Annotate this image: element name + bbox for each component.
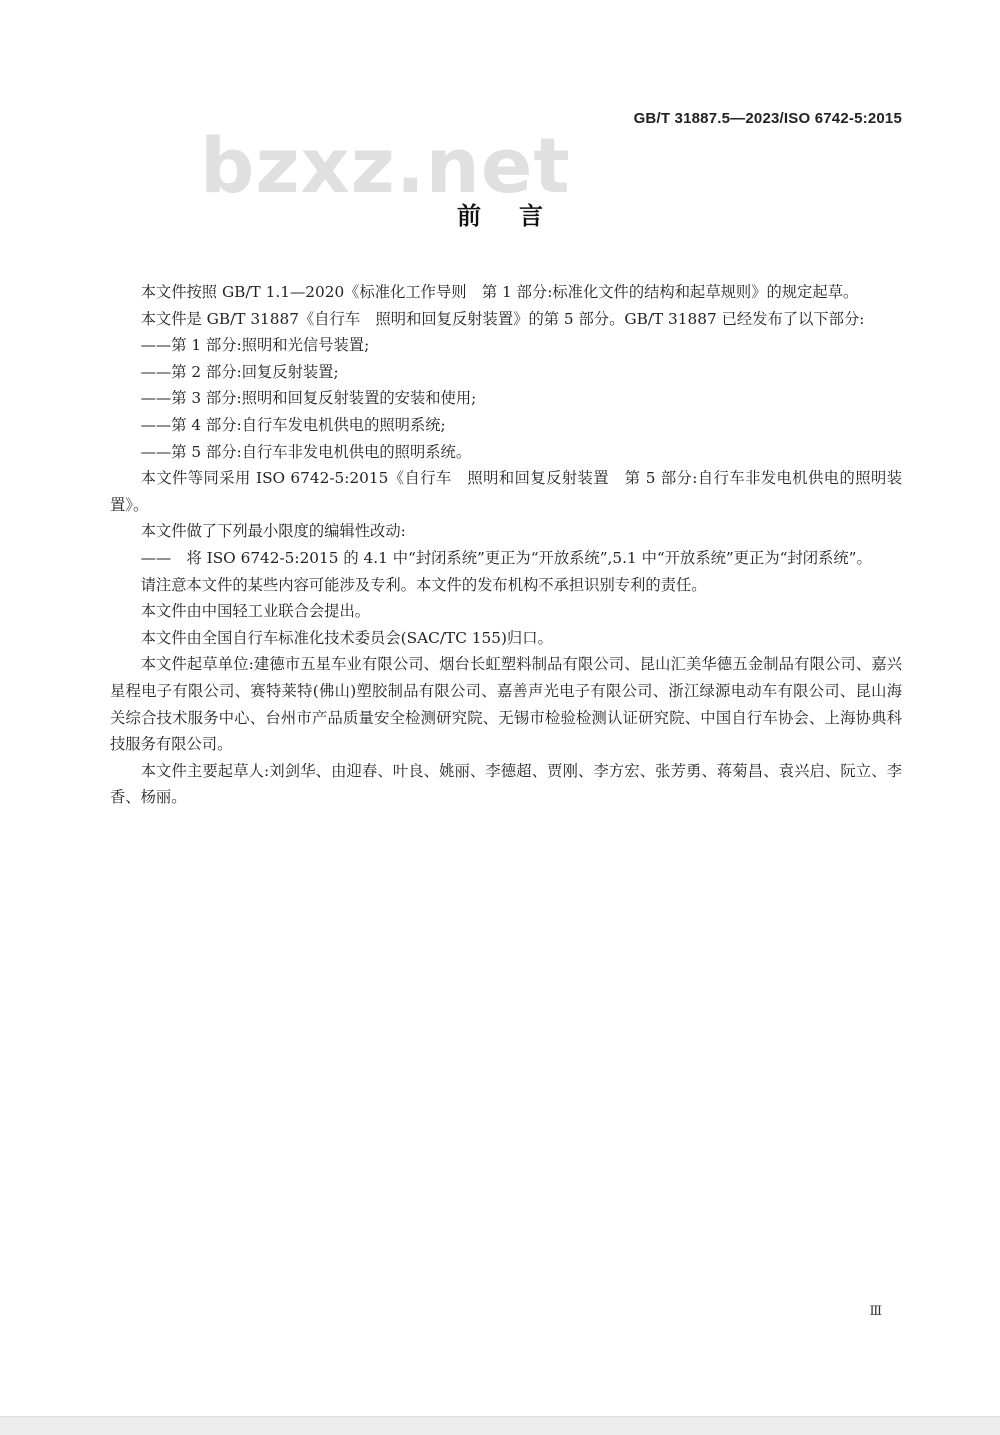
list-item-text: 第 3 部分:照明和回复反射装置的安装和使用; [171,389,477,408]
paragraph: 本文件做了下列最小限度的编辑性改动: [140,522,406,541]
list-item-text: 第 4 部分:自行车发电机供电的照明系统; [171,415,446,434]
dash-mark: —— [140,442,172,461]
dash-mark: —— [140,548,172,567]
list-item [110,439,902,466]
dash-mark: —— [140,362,172,381]
list-item-text: 第 5 部分:自行车非发电机供电的照明系统。 [171,442,472,461]
dash-mark: —— [140,336,172,355]
list-item [110,412,902,439]
list-item [110,332,902,359]
dash-mark: —— [140,389,172,408]
list-item-text: 第 1 部分:照明和光信号装置; [171,336,370,355]
paragraph: 本文件由全国自行车标准化技术委员会(SAC/TC 155)归口。 [140,628,553,647]
paragraph: 本文件按照 GB/T 1.1—2020《标准化工作导则 第 1 部分:标准化文件的结构和起草规则》的规定起草。 [140,283,859,301]
list-item [110,359,902,386]
page-number: Ⅲ [869,1304,882,1319]
list-item [110,385,902,412]
paragraph: 本文件起草单位:建德市五星车业有限公司、烟台长虹塑料制品有限公司、昆山汇美华德五金制品有限公司、嘉兴星程电子有限公司、赛特莱特(佛山)塑胶制品有限公司、嘉善声光电子有限公司、浙江绿源电动车有限公司、昆山海关综合技术服务中心、台州市产品质量安全检测研究院、无锡市检验检测认证研究院、中国自行车协会、上海协典科技服务有限公司。 [110,655,902,754]
edit-item [110,545,902,572]
dash-mark: —— [140,415,172,434]
paragraph: 本文件主要起草人:刘剑华、由迎春、叶良、姚丽、李德超、贾刚、李方宏、张芳勇、蒋菊昌、袁兴启、阮立、李香、杨丽。 [110,761,902,807]
page-title: 前言 [457,202,581,230]
edit-item-text: 将 ISO 6742-5:2015 的 4.1 中“封闭系统”更正为“开放系统”,5.1 中“开放系统”更正为“封闭系统”。 [186,548,872,567]
watermark: bzxz.net [200,121,571,210]
list-item-text: 第 2 部分:回复反射装置; [171,362,339,381]
paragraph: 本文件是 GB/T 31887《自行车 照明和回复反射装置》的第 5 部分。GB/T 31887 已经发布了以下部分: [140,309,865,328]
document-body [110,279,902,811]
paragraph: 请注意本文件的某些内容可能涉及专利。本文件的发布机构不承担识别专利的责任。 [140,575,707,594]
paragraph: 本文件等同采用 ISO 6742-5:2015《自行车 照明和回复反射装置 第 5 部分:自行车非发电机供电的照明装置》。 [110,469,902,514]
viewer-bottom-bar [0,1416,1000,1435]
document-id: GB/T 31887.5—2023/ISO 6742-5:2015 [633,110,902,127]
paragraph: 本文件由中国轻工业联合会提出。 [140,602,371,621]
